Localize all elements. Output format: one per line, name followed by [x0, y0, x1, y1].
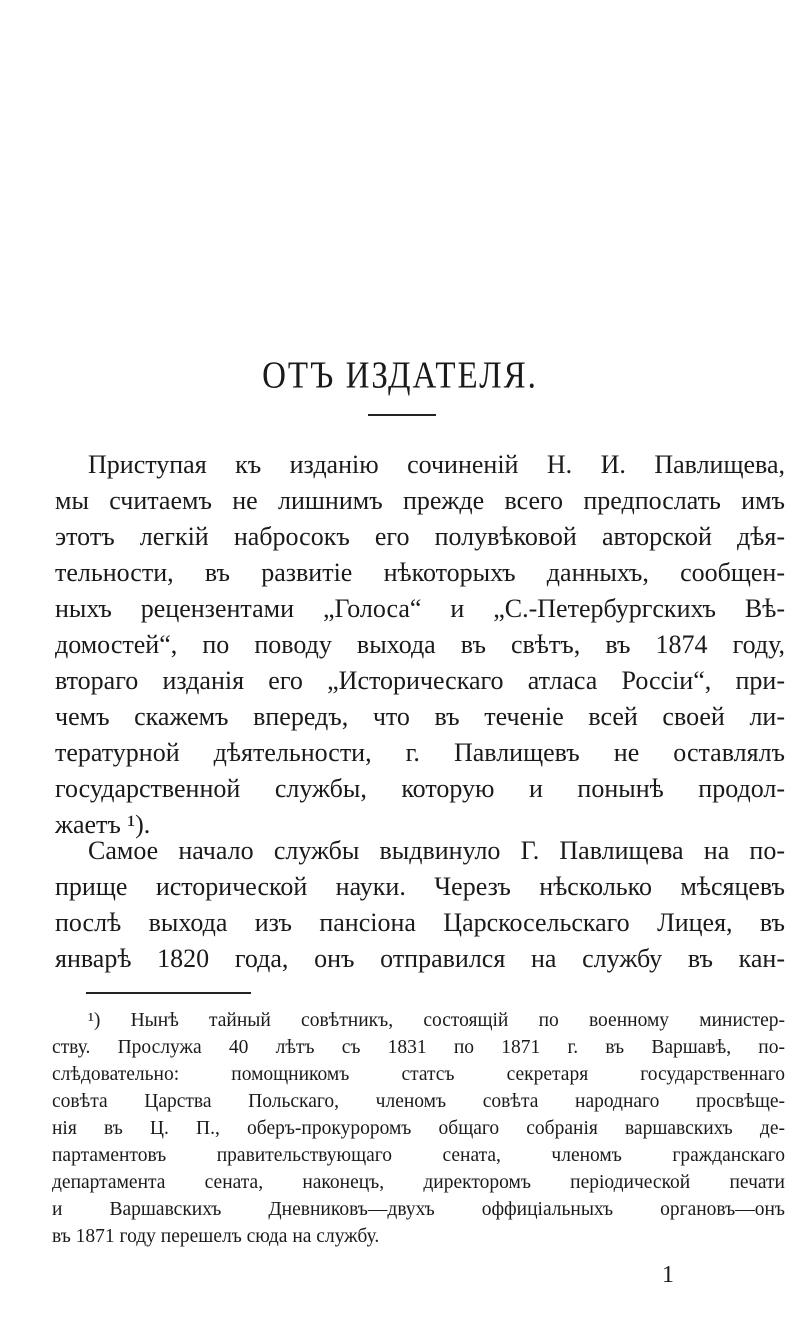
text-line: мы считаемъ не лишнимъ прежде всего предпослать имъ	[55, 486, 785, 515]
footnote-line: нія въ Ц. П., оберъ-прокуроромъ общаго собранія варшавскихъ де-	[52, 1118, 785, 1139]
text-line: тельности, въ развитіе нѣкоторыхъ данныхъ, сообщен-	[55, 558, 785, 587]
title-divider	[368, 414, 436, 416]
text-line: январѣ 1820 года, онъ отправился на службу въ кан-	[55, 944, 785, 973]
page-number: 1	[662, 1262, 674, 1288]
text-line: послѣ выхода изъ пансіона Царскосельскаго Лицея, въ	[55, 908, 785, 937]
text-line: тературной дѣятельности, г. Павлищевъ не оставлялъ	[55, 738, 785, 767]
footnote-divider	[86, 992, 251, 994]
text-line: втораго изданія его „Историческаго атласа Россіи“, при-	[55, 666, 785, 695]
page-title: ОТЪ ИЗДАТЕЛЯ.	[262, 355, 538, 397]
text-line: жаетъ ¹).	[55, 810, 151, 839]
text-line: ныхъ рецензентами „Голоса“ и „С.-Петербургскихъ Вѣ-	[55, 594, 785, 623]
footnote-line: въ 1871 году перешелъ сюда на службу.	[52, 1226, 380, 1247]
footnote-line: ¹) Нынѣ тайный совѣтникъ, состоящій по военному министер-	[88, 1010, 785, 1031]
text-line: Приступая къ изданію сочиненій Н. И. Павлищева,	[88, 450, 785, 479]
text-line: прище исторической науки. Черезъ нѣсколько мѣсяцевъ	[55, 872, 785, 901]
text-line: Самое начало службы выдвинуло Г. Павлищева на по-	[88, 836, 785, 865]
footnote-line: и Варшавскихъ Дневниковъ—двухъ оффиціальныхъ органовъ—онъ	[52, 1199, 785, 1220]
footnote-line: совѣта Царства Польскаго, членомъ совѣта народнаго просвѣще-	[52, 1091, 785, 1112]
footnote-line: слѣдовательно: помощникомъ статсъ секретаря государственнаго	[52, 1064, 785, 1085]
footnote-line: партаментовъ правительствующаго сената, членомъ гражданскаго	[52, 1145, 785, 1166]
text-line: домостей“, по поводу выхода въ свѣтъ, въ 1874 году,	[55, 630, 785, 659]
text-line: чемъ скажемъ впередъ, что въ теченіе всей своей ли-	[55, 702, 785, 731]
text-line: этотъ легкій набросокъ его полувѣковой авторской дѣя-	[55, 522, 785, 551]
footnote-line: ству. Прослужа 40 лѣтъ съ 1831 по 1871 г. въ Варшавѣ, по-	[52, 1037, 785, 1058]
text-line: государственной службы, которую и понынѣ продол-	[55, 774, 785, 803]
footnote-line: департамента сената, наконецъ, директоромъ періодической печати	[52, 1172, 785, 1193]
